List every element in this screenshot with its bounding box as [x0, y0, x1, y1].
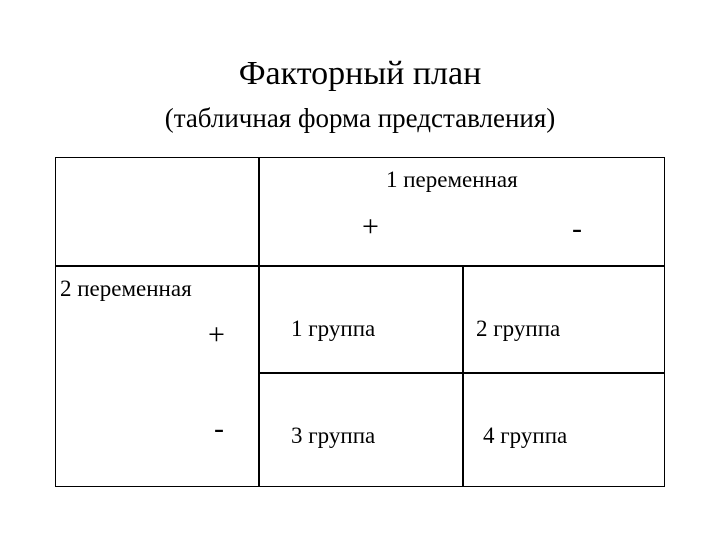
cell-group-2: 2 группа [476, 316, 561, 341]
column-level-plus: + [362, 210, 379, 243]
table-divider-row-data [258, 372, 664, 374]
table-divider-vertical-main [258, 158, 260, 486]
cell-group-4: 4 группа [483, 423, 568, 448]
table-divider-vertical-data [462, 265, 464, 486]
table-divider-column-header [258, 265, 664, 267]
column-variable-label: 1 переменная [386, 167, 518, 192]
row-level-minus: - [214, 412, 224, 445]
cell-group-1: 1 группа [291, 316, 376, 341]
table-divider-row-header [56, 265, 262, 267]
row-level-plus: + [208, 318, 225, 351]
factorial-plan-table [55, 157, 665, 487]
column-level-minus: - [572, 212, 582, 245]
row-variable-label: 2 переменная [60, 276, 192, 301]
cell-group-3: 3 группа [291, 423, 376, 448]
slide-subtitle: (табличная форма представления) [164, 103, 556, 133]
slide-title: Факторный план [238, 55, 482, 92]
